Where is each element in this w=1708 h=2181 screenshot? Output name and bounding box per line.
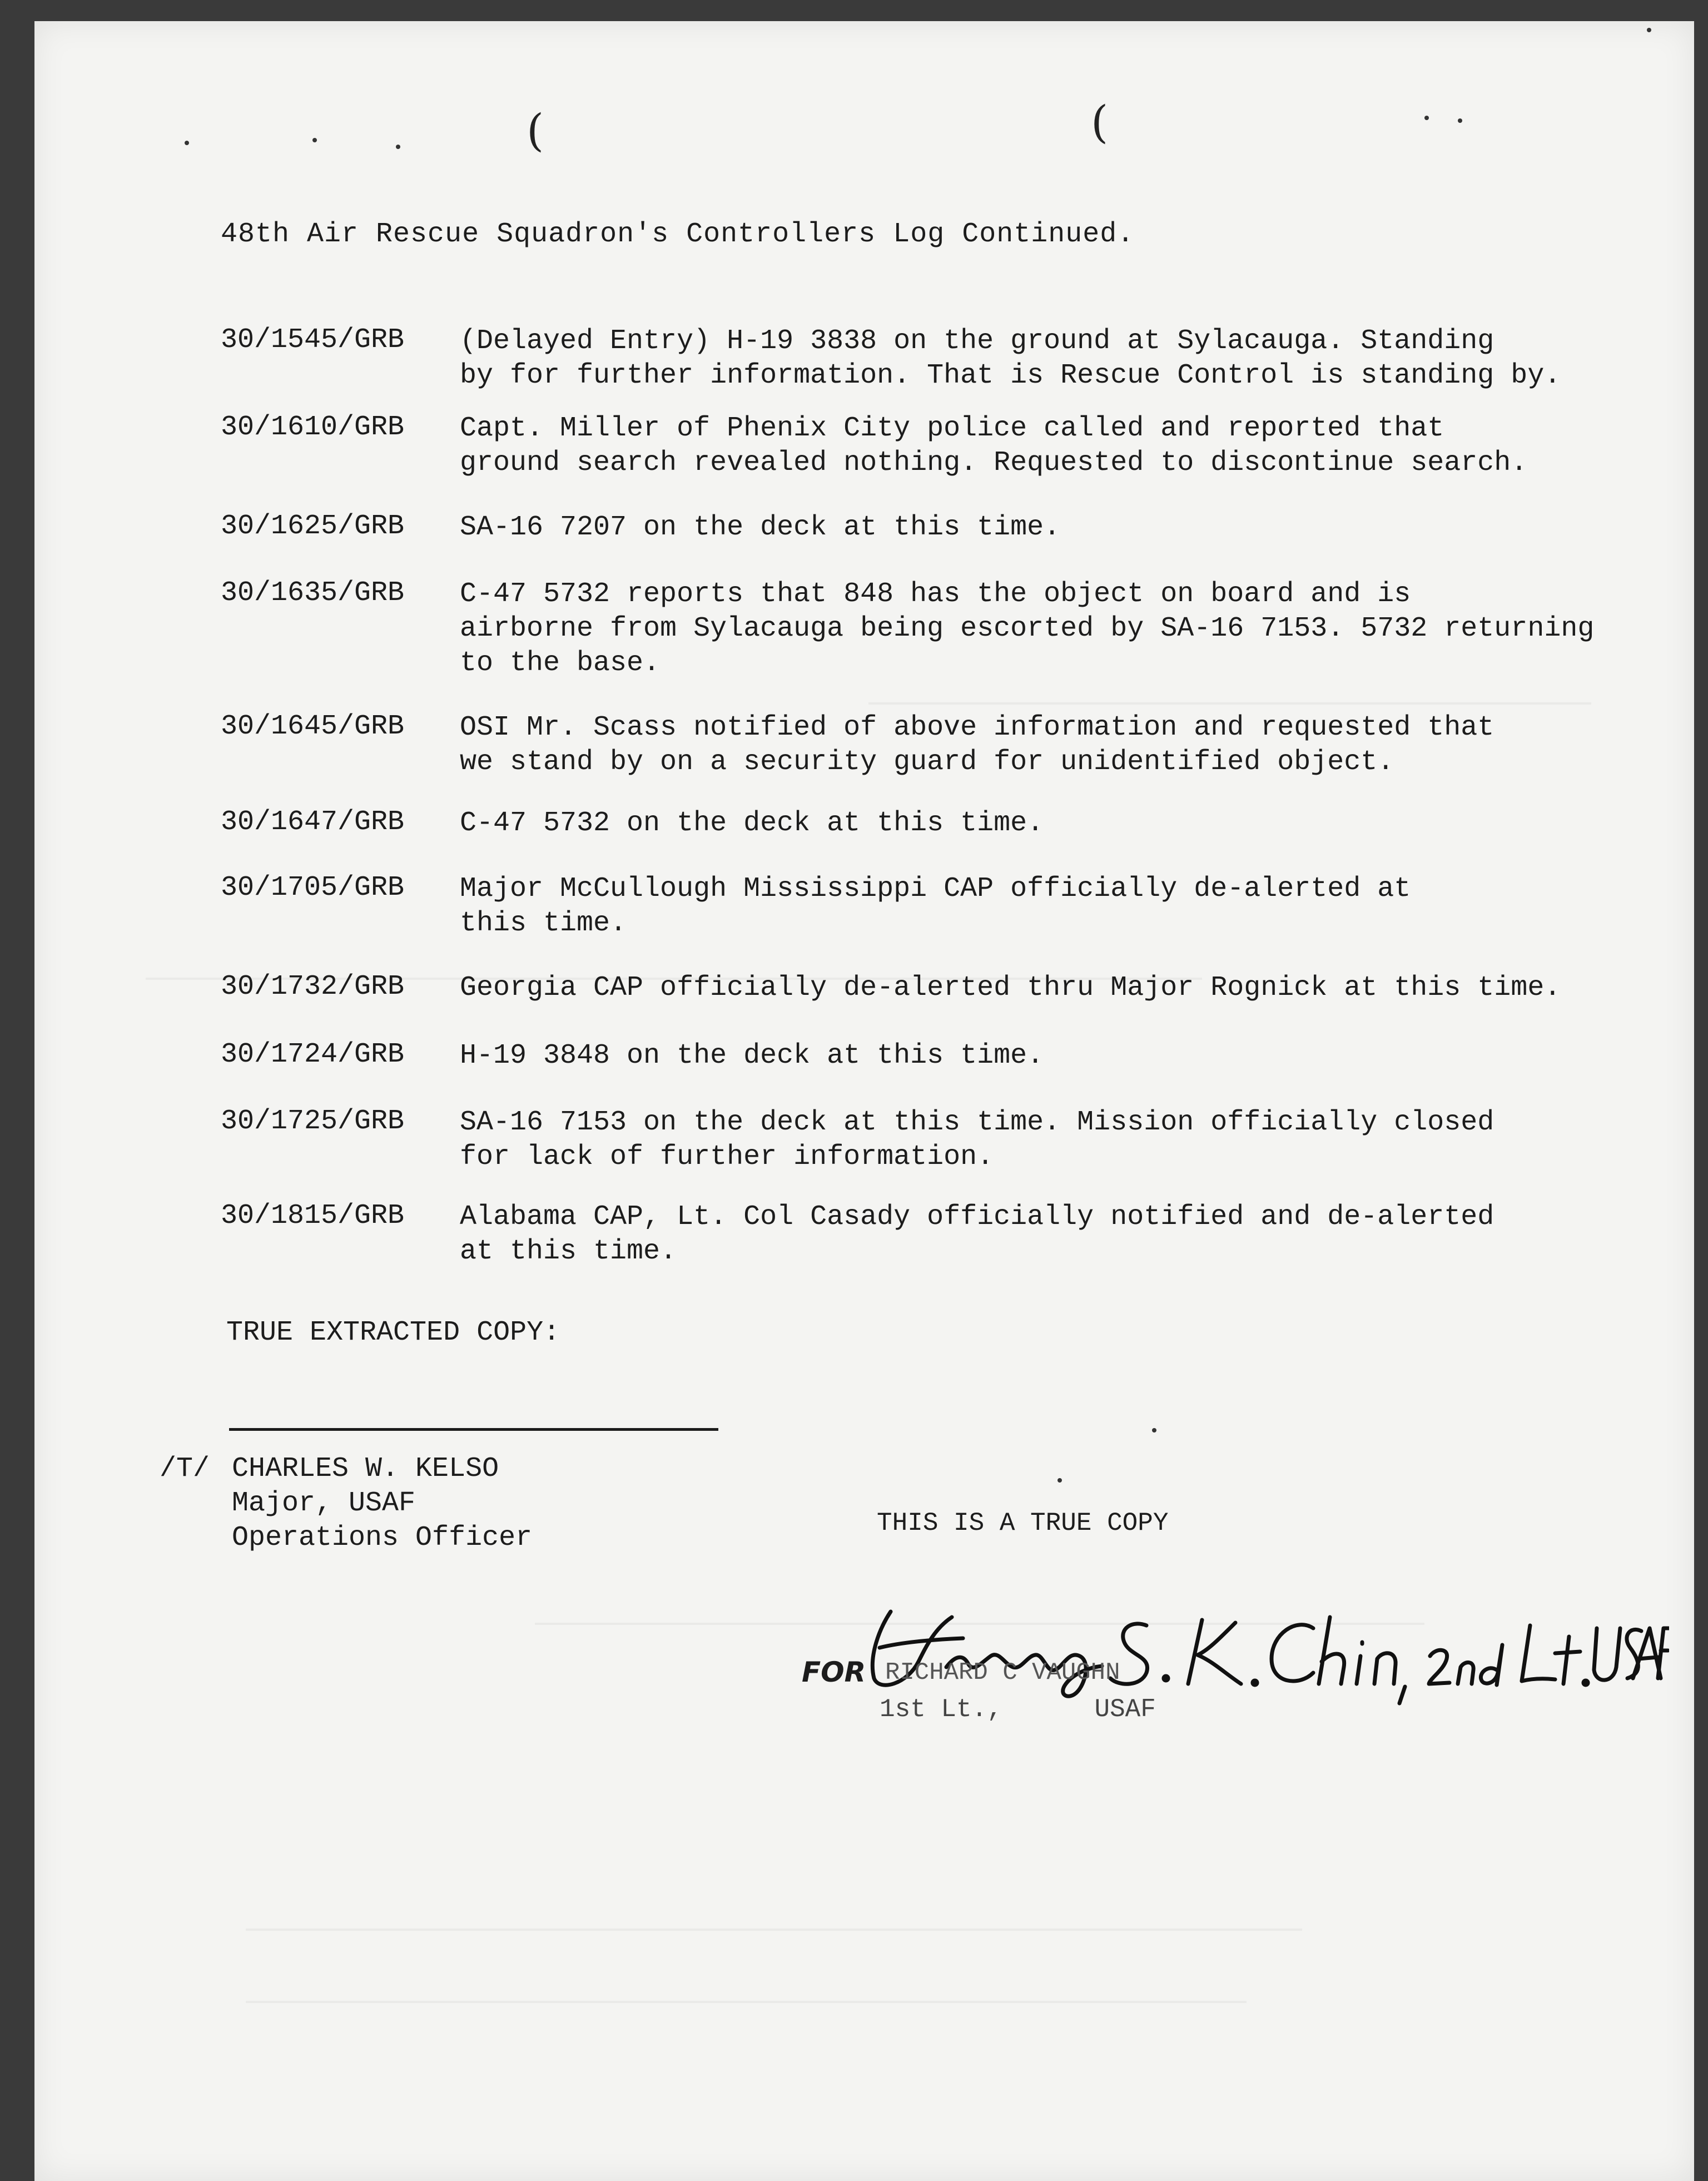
signatory-name: CHARLES W. KELSO bbox=[232, 1453, 499, 1485]
scan-speck bbox=[1424, 116, 1429, 120]
entry-text: H-19 3848 on the deck at this time. bbox=[460, 1040, 1044, 1072]
entry-text: Capt. Miller of Phenix City police called and reported that ground search revealed nothing. Requested to discontinue search. bbox=[460, 413, 1528, 479]
certifier-name: RICHARD C VAUGHN bbox=[885, 1659, 1120, 1687]
handwritten-signature bbox=[857, 1595, 1669, 1706]
bleed-through bbox=[246, 1929, 1302, 1931]
document-page bbox=[34, 21, 1694, 2181]
entry-time: 30/1645/GRB bbox=[221, 711, 405, 742]
typed-signature-marker: /T/ bbox=[160, 1453, 210, 1485]
entry-time: 30/1732/GRB bbox=[221, 971, 405, 1003]
entry-time: 30/1725/GRB bbox=[221, 1106, 405, 1137]
entry-text: SA-16 7207 on the deck at this time. bbox=[460, 512, 1061, 543]
entry-text: Major McCullough Mississippi CAP officially de-alerted at this time. bbox=[460, 873, 1411, 939]
entry-text: Alabama CAP, Lt. Col Casady officially notified and de-alerted at this time. bbox=[460, 1201, 1494, 1267]
entry-text: OSI Mr. Scass notified of above information and requested that we stand by on a security guard for unidentified object. bbox=[460, 712, 1494, 778]
entry-text: SA-16 7153 on the deck at this time. Mission officially closed for lack of further information. bbox=[460, 1107, 1494, 1173]
entry-time: 30/1635/GRB bbox=[221, 577, 405, 609]
scan-speck bbox=[396, 145, 400, 149]
signatory-title: Operations Officer bbox=[232, 1522, 533, 1554]
punch-mark-left: ( bbox=[527, 105, 544, 156]
entry-time: 30/1545/GRB bbox=[221, 324, 405, 356]
entry-text: C-47 5732 reports that 848 has the object on board and is airborne from Sylacauga being escorted by SA-16 7153. 5732 returning to the base. bbox=[460, 578, 1595, 679]
certifier-rank: 1st Lt., USAF bbox=[880, 1695, 1156, 1724]
bleed-through bbox=[868, 702, 1591, 705]
for-label: FOR bbox=[802, 1656, 866, 1688]
entry-time: 30/1705/GRB bbox=[221, 872, 405, 904]
true-extracted-copy-label: TRUE EXTRACTED COPY: bbox=[226, 1317, 560, 1349]
scan-speck bbox=[312, 138, 317, 142]
entry-time: 30/1647/GRB bbox=[221, 806, 405, 838]
scan-speck bbox=[1057, 1478, 1062, 1483]
scan-speck bbox=[1152, 1428, 1156, 1432]
entry-time: 30/1815/GRB bbox=[221, 1200, 405, 1232]
bleed-through bbox=[246, 2001, 1247, 2003]
signatory-rank: Major, USAF bbox=[232, 1488, 416, 1519]
scan-speck bbox=[1458, 118, 1462, 123]
entry-time: 30/1724/GRB bbox=[221, 1039, 405, 1070]
log-header: 48th Air Rescue Squadron's Controllers Log Continued. bbox=[221, 219, 1135, 250]
entry-time: 30/1610/GRB bbox=[221, 412, 405, 443]
entry-text: Georgia CAP officially de-alerted thru Major Rognick at this time. bbox=[460, 972, 1561, 1004]
entry-text: C-47 5732 on the deck at this time. bbox=[460, 807, 1044, 839]
punch-mark-right: ( bbox=[1091, 96, 1109, 148]
scan-speck bbox=[1647, 28, 1651, 32]
entry-time: 30/1625/GRB bbox=[221, 510, 405, 542]
scan-speck bbox=[185, 141, 189, 145]
true-copy-label: THIS IS A TRUE COPY bbox=[877, 1509, 1169, 1538]
entry-text: (Delayed Entry) H-19 3838 on the ground at Sylacauga. Standing by for further information. That is Rescue Control is standing by. bbox=[460, 325, 1561, 391]
signature-line bbox=[229, 1428, 718, 1431]
